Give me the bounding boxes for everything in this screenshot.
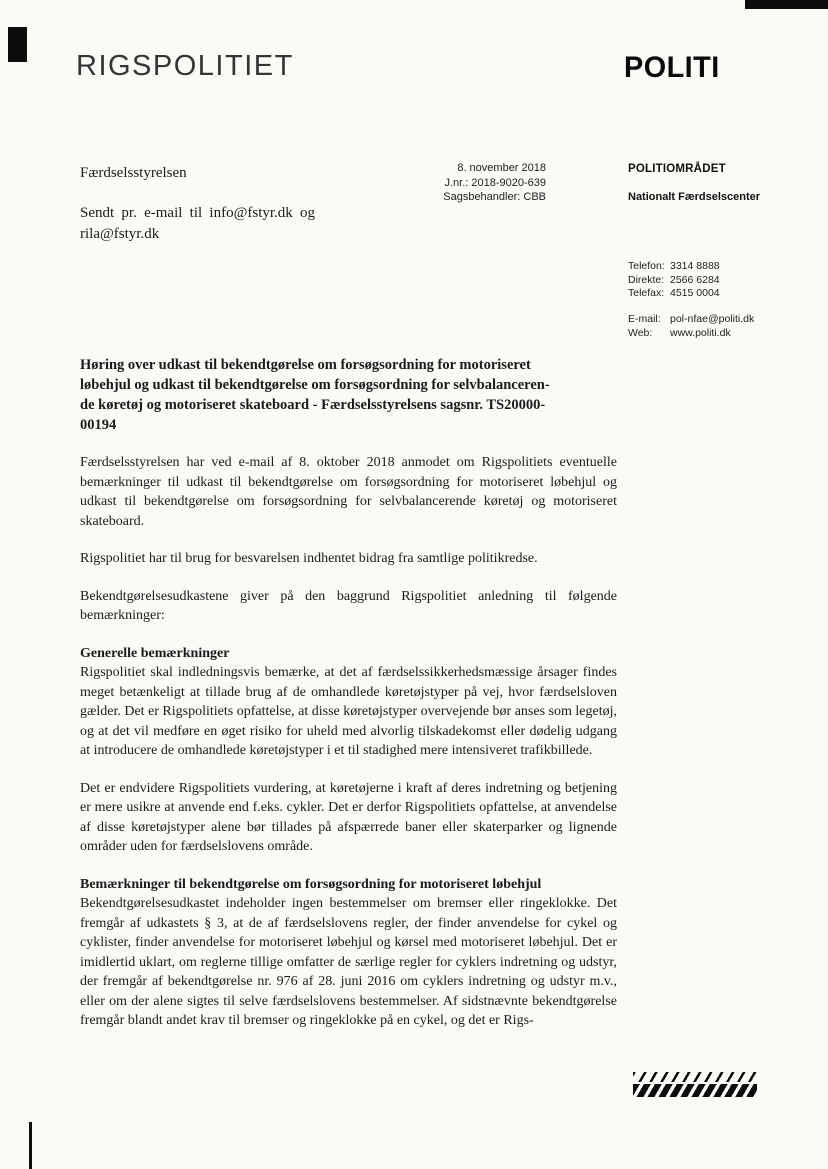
subject-heading [80,355,617,435]
politi-logo: POLITI [624,51,720,84]
phone-value: 3314 8888 [670,260,720,272]
subject-line: 00194 [80,417,117,433]
scan-artifact-top-right [745,0,828,9]
direct-row [628,274,808,288]
subject-line: løbehjul og udkast til bekendtgørelse om forsøgsordning for selvbalanceren- [80,377,550,393]
stripes-thick-row [633,1084,757,1097]
letter-date: 8. november 2018 [457,162,546,174]
police-area-label: POLITIOMRÅDET [628,163,726,175]
letter-body [80,355,617,1031]
contact-online-block [628,313,818,340]
web-value: www.politi.dk [670,326,731,339]
phone-row [628,260,808,274]
web-label: Web: [628,326,653,339]
sent-line-2: rila@fstyr.dk [80,226,160,242]
caseworker-label: Sagsbehandler: [443,191,521,203]
email-value: pol-nfae@politi.dk [670,313,755,325]
subject-line: de køretøj og motoriseret skateboard - Færdselsstyrelsens sagsnr. TS20000- [80,397,546,413]
sent-line-1: Sendt pr. e-mail til info@fstyr.dk og [80,205,316,221]
contact-phone-block [628,260,808,301]
body-paragraph: Bekendtgørelsesudkastene giver på den baggrund Rigspolitiet anledning til følgende bemærkninger: [80,588,617,623]
traffic-center-label: Nationalt Færdselscenter [628,191,761,203]
rigspolitiet-logo: RIGSPOLITIET [76,50,294,82]
sent-via-email-block [80,203,360,245]
body-paragraph: Rigspolitiet har til brug for besvarelsen indhentet bidrag fra samtlige politikredse. [80,551,538,566]
journal-number-row [330,176,546,191]
journal-number-label: J.nr.: [444,176,469,189]
web-row [628,327,818,341]
stripes-thin-row [633,1072,757,1082]
scan-artifact-bottom-left [29,1122,32,1169]
body-paragraph: Færdselsstyrelsen har ved e-mail af 8. oktober 2018 anmodet om Rigspolitiets eventuelle bemærkninger til udkast til bekendtgørelse om forsøgsordning for motoriseret løbehjul og udkast til bekendtgørelse om forsøgsordning for selvbalancerende køretøj og motoriseret skateboard. [80,455,617,529]
email-label: E-mail: [628,313,661,325]
fax-value: 4515 0004 [670,287,720,299]
direct-value: 2566 6284 [670,273,720,286]
caseworker-value: CBB [523,191,546,203]
direct-label: Direkte: [628,273,665,286]
scan-artifact-top-left [8,27,27,62]
politi-stripes-logo [633,1072,757,1097]
body-paragraph: Rigspolitiet skal indledningsvis bemærke, at det af færdselssikkerhedsmæssige årsager findes meget betænkeligt at tillade brug af de omhandlede køretøjstyper på vej, hvor færdselsloven gælder. Det er Rigspolitiets opfattelse, at disse køretøjstyper overvejende bør anses som legetøj, og at det vil medføre en øget risiko for uheld med alvorlig tilskadekomst eller dødelig udgang at introducere de omhandlede køretøjstyper i et til stadighed mere intensiveret trafikbillede. [80,665,617,758]
recipient-name: Færdselsstyrelsen [80,165,187,181]
fax-label: Telefax: [628,287,665,299]
section-heading-scooter-remarks: Bemærkninger til bekendtgørelse om forsøgsordning for motoriseret løbehjul [80,876,542,892]
email-row [628,313,818,327]
journal-number-value: 2018-9020-639 [471,176,546,189]
letter-meta-block [330,161,546,205]
sender-sidebar [628,163,808,203]
body-paragraph: Det er endvidere Rigspolitiets vurdering, at køretøjerne i kraft af deres indretning og betjening er mere usikre at anvende end f.eks. cykler. Det er derfor Rigspolitiets opfattelse, at anvendelse af disse køretøjstyper alene bør tillades på afspærrede baner eller skaterparker og lignende områder uden for færdselslovens område. [80,780,617,854]
phone-label: Telefon: [628,260,665,272]
body-paragraph: Bekendtgørelsesudkastet indeholder ingen bestemmelser om bremser eller ringeklokke. Det fremgår af udkastets § 3, at de af færdselslovens regler, der finder anvendelse for cykel og cyklister, finder anvendelse for motoriseret løbehjul og kørsel med motoriseret løbehjul. Det er imidlertid uklart, om reglerne tillige omfatter de særlige regler for cyklers indretning og udstyr, der fremgår af bekendtgørelse nr. 976 af 28. juni 2016 om cyklers indretning og udstyr m.v., eller om der alene sigtes til selve færdselslovens bestemmelser. Af sidstnævnte bekendtgørelse fremgår blandt andet krav til bremser og ringeklokke på en cykel, og det er Rigs- [80,896,617,1028]
caseworker-row [330,190,546,205]
fax-row [628,287,808,301]
subject-line: Høring over udkast til bekendtgørelse om forsøgsordning for motoriseret [80,357,531,373]
section-heading-general-remarks: Generelle bemærkninger [80,645,230,661]
